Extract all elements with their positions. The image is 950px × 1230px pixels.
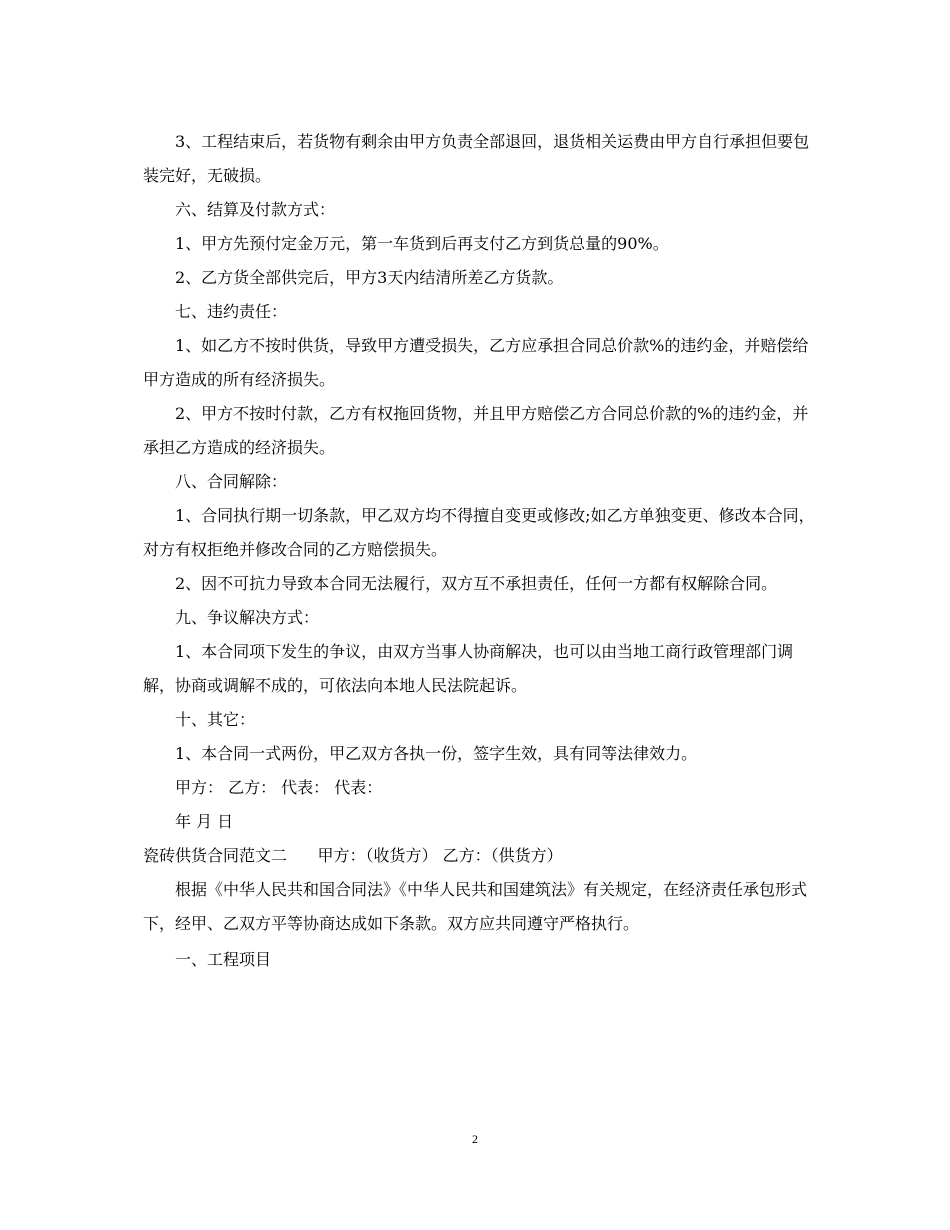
signature-line: 甲方： 乙方： 代表： 代表： [175,778,383,797]
paragraph-final-payment: 2、乙方货全部供完后，甲方3天内结清所差乙方货款。 [175,268,564,287]
section-heading-other: 十、其它： [175,710,256,729]
section-heading-dispute: 九、争议解决方式： [175,608,320,627]
second-contract-heading: 瓷砖供货合同范文二 甲方：（收货方） 乙方：（供货方） [143,846,563,865]
document-body [143,125,815,977]
paragraph-return-goods: 3、工程结束后，若货物有剩余由甲方负责全部退回，退货相关运费由甲方自行承担但要包装完好，无破损。 [143,132,810,185]
page-number: 2 [472,1132,478,1146]
section-heading-settlement: 六、结算及付款方式： [175,200,336,219]
paragraph-deposit: 1、甲方先预付定金万元，第一车货到后再支付乙方到货总量的90%。 [175,234,669,253]
date-line: 年 月 日 [175,812,234,831]
section-heading-termination: 八、合同解除： [175,472,288,491]
paragraph-supplier-liability: 1、如乙方不按时供货，导致甲方遭受损失，乙方应承担合同总价款%的违约金，并赔偿给甲方造成的所有经济损失。 [143,336,809,389]
section-heading-liability: 七、违约责任： [175,302,288,321]
paragraph-no-unilateral-change: 1、合同执行期一切条款，甲乙双方均不得擅自变更或修改;如乙方单独变更、修改本合同，对方有权拒绝并修改合同的乙方赔偿损失。 [143,506,815,559]
paragraph-copies: 1、本合同一式两份，甲乙双方各执一份，签字生效，具有同等法律效力。 [175,744,698,763]
paragraph-buyer-liability: 2、甲方不按时付款，乙方有权拖回货物，并且甲方赔偿乙方合同总价款的%的违约金，并承担乙方造成的经济损失。 [143,404,809,457]
paragraph-legal-basis: 根据《中华人民共和国合同法》《中华人民共和国建筑法》有关规定，在经济责任承包形式下，经甲、乙双方平等协商达成如下条款。双方应共同遵守严格执行。 [143,880,808,933]
paragraph-dispute-resolution: 1、本合同项下发生的争议，由双方当事人协商解决，也可以由当地工商行政管理部门调解，协商或调解不成的，可依法向本地人民法院起诉。 [143,642,794,695]
section-heading-project: 一、工程项目 [175,950,272,969]
paragraph-force-majeure: 2、因不可抗力导致本合同无法履行，双方互不承担责任，任何一方都有权解除合同。 [175,574,778,593]
